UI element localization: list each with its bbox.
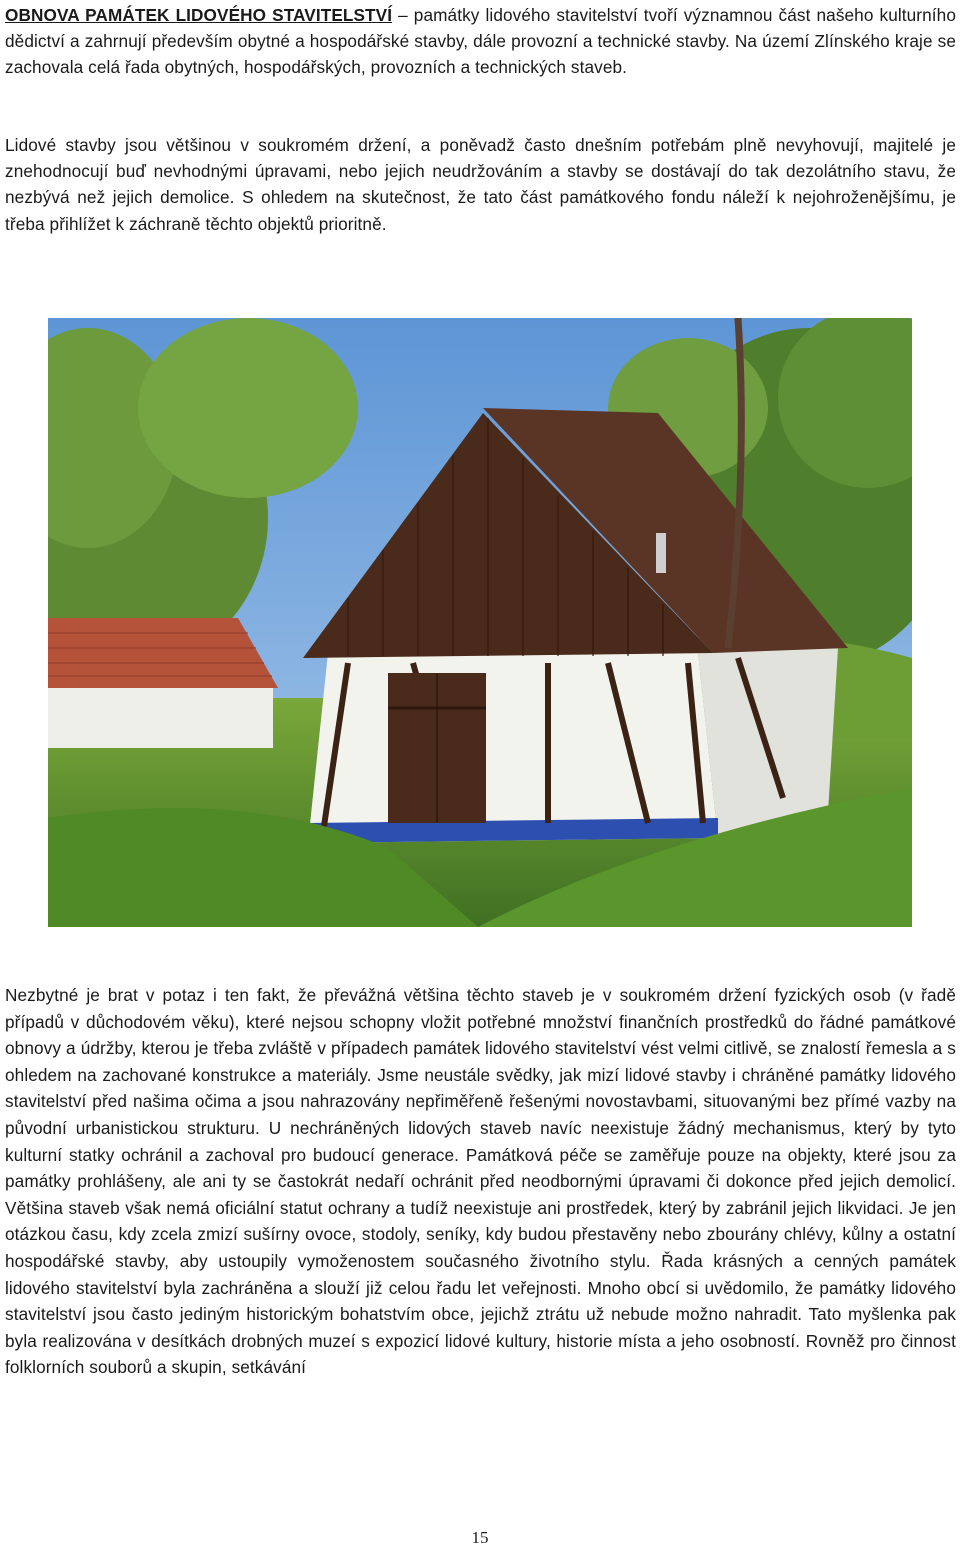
section-heading: OBNOVA PAMÁTEK LIDOVÉHO STAVITELSTVÍ [5,5,393,25]
paragraph-preservation: Nezbytné je brat v potaz i ten fakt, že převážná většina těchto staveb je v soukromém držení fyzických osob (v řadě případů v důchodovém věku), které nejsou schopny vložit potřebné množství finančních prostředků do řádné památkové obnovy a údržby, kterou je třeba zvláště v případech památek lidového stavitelství vést velmi citlivě, se znalostí řemesla a s ohledem na zachované konstrukce a materiály. Jsme neustále svědky, jak mizí lidové stavby i chráněné památky lidového stavitelství před našima očima a jsou nahrazovány nepřiměřeně řešenými novostavbami, situovanými bez přímé vazby na původní urbanistickou strukturu. U nechráněných lidových staveb navíc neexistuje žádný mechanismus, který by tyto kulturní statky ochránil a zachoval pro budoucí generace. Památková péče se zaměřuje pouze na objekty, které jsou za památky prohlášeny, ale ani ty se častokrát nedaří ochránit před neodbornými úpravami či dokonce před jejich demolicí. Většina staveb však nemá oficiální statut ochrany a tudíž neexistuje ani prostředek, který by zabránil jejich likvidaci. Je jen otázkou času, kdy zcela zmizí sušírny ovoce, stodoly, seníky, kdy budou přestavěny nebo zbourány chlévy, kůlny a ostatní hospodářské stavby, aby ustoupily vymoženostem současného životního stylu. Řada krásných a cenných památek lidového stavitelství byla zachráněna a slouží již celou řadu let veřejnosti. Mnoho obcí si uvědomilo, že památky lidového stavitelství jsou často jediným historickým bohatstvím obce, jejichž ztrátu už nebude možno nahradit. Tato myšlenka pak byla realizována v desítkách drobných muzeí s expozicí lidové kultury, historie místa a jeho osobností. Rovněž pro činnost folklorních souborů a skupin, setkávání [5,985,956,1378]
main-wall [308,653,718,843]
folk-building-photo [48,318,912,927]
page-number: 15 [471,1528,489,1547]
folk-building-illustration [48,318,912,927]
paragraph-private-ownership: Lidové stavby jsou většinou v soukromém držení, a poněvadž často dnešním potřebám plně nevyhovují, majitelé je znehodnocují buď nevhodnými úpravami, nebo jejich neudržováním a stavby se dostávají do tak dezolátního stavu, že nezbývá než jejich demolice. S ohledem na skutečnost, že tato část památkového fondu náleží k nejohroženějšímu, je třeba přihlížet k záchraně těchto objektů prioritně. [5,135,956,234]
chimney [656,533,666,573]
intro-paragraph [5,2,956,81]
intro-text: – památky lidového stavitelství tvoří významnou část našeho kulturního dědictví a zahrnují především obytné a hospodářské stavby, dále provozní a technické stavby. Na území Zlínského kraje se zachovala celá řada obytných, hospodářských, provozních a technických staveb. [5,5,956,78]
left-building-wall [48,688,273,748]
tiled-roof [48,618,278,688]
